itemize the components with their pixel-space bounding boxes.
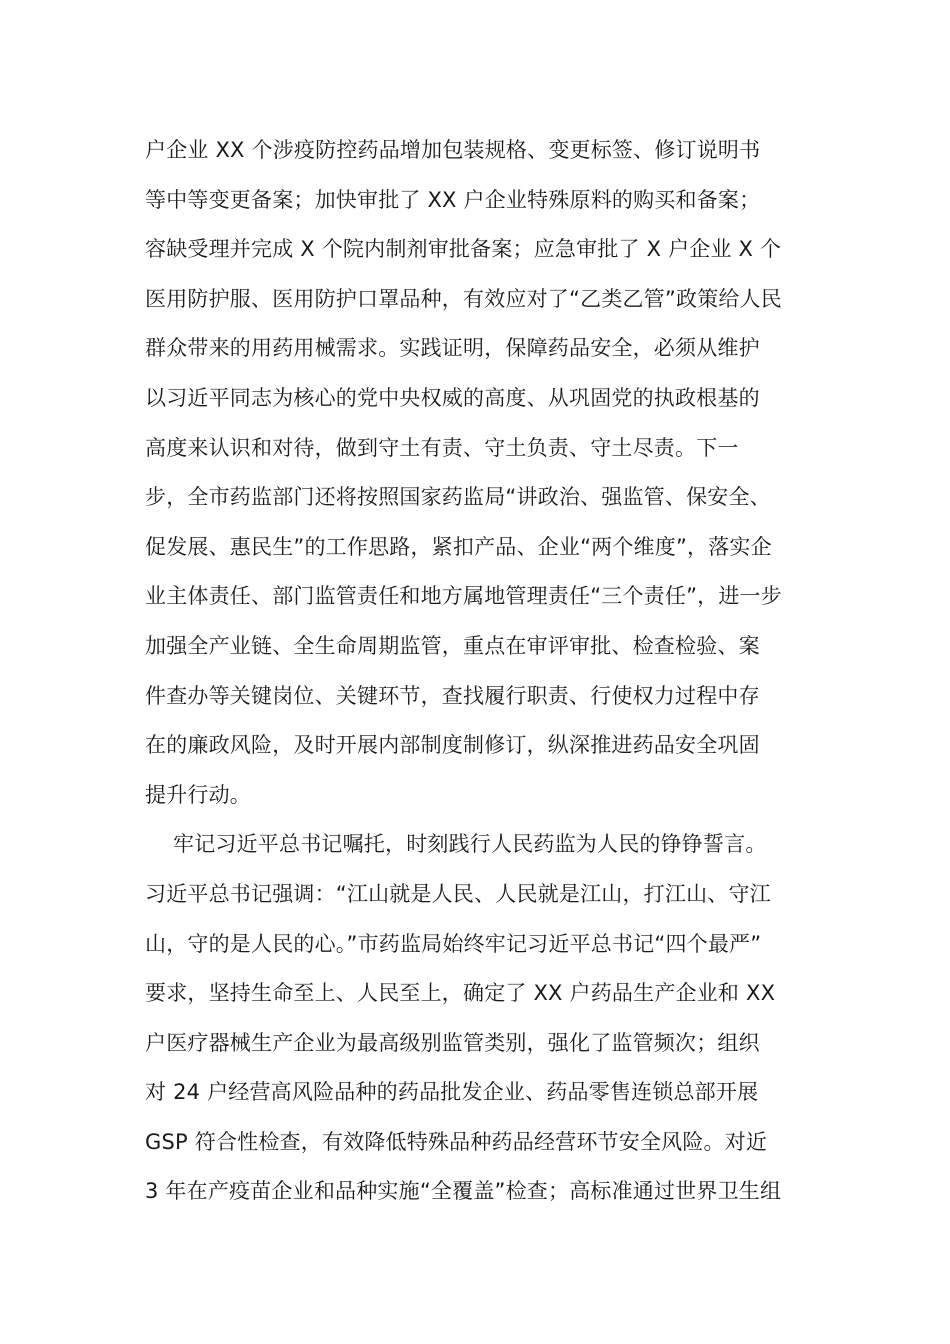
text-line: 提升行动。 xyxy=(145,782,251,807)
paragraph xyxy=(145,820,810,1217)
text-line: 业主体责任、部门监管责任和地方属地管理责任“三个责任”，进一步 xyxy=(145,584,782,609)
text-line: 群众带来的用药用械需求。实践证明，保障药品安全，必须从维护 xyxy=(145,336,760,361)
text-line: 山，守的是人民的心。”市药监局始终牢记习近平总书记“四个最严” xyxy=(145,931,762,956)
text-line: 户企业 XX 个涉疫防控药品增加包装规格、变更标签、修订说明书 xyxy=(145,138,761,162)
text-line: GSP 符合性检查，有效降低特殊品种药品经营环节安全风险。对近 xyxy=(145,1129,768,1154)
text-line: 户医疗器械生产企业为最高级别监管类别，强化了监管频次；组织 xyxy=(145,1030,760,1055)
text-line: 步，全市药监部门还将按照国家药监局“讲政治、强监管、保安全、 xyxy=(145,485,771,510)
text-line: 3 年在产疫苗企业和品种实施“全覆盖”检查；高标准通过世界卫生组 xyxy=(145,1179,782,1204)
text-line: 牢记习近平总书记嘱托，时刻践行人民药监为人民的铮铮誓言。 xyxy=(173,832,767,857)
text-line: 要求，坚持生命至上、人民至上，确定了 XX 户药品生产企业和 XX xyxy=(145,981,776,1006)
paragraph xyxy=(145,126,810,820)
text-line: 在的廉政风险，及时开展内部制度制修订，纵深推进药品安全巩固 xyxy=(145,733,760,758)
text-line: 件查办等关键岗位、关键环节，查找履行职责、行使权力过程中存 xyxy=(145,683,760,708)
text-line: 医用防护服、医用防护口罩品种，有效应对了“乙类乙管”政策给人民 xyxy=(145,286,782,311)
text-line: 促发展、惠民生”的工作思路，紧扣产品、企业“两个维度”，落实企 xyxy=(145,534,772,559)
text-line: 以习近平同志为核心的党中央权威的高度、从巩固党的执政根基的 xyxy=(145,385,760,410)
text-line: 等中等变更备案；加快审批了 XX 户企业特殊原料的购买和备案； xyxy=(145,187,761,212)
text-line: 加强全产业链、全生命周期监管，重点在审评审批、检查检验、案 xyxy=(145,633,760,658)
text-line: 高度来认识和对待，做到守土有责、守土负责、守土尽责。下一 xyxy=(145,435,739,460)
text-line: 习近平总书记强调：“江山就是人民、人民就是江山，打江山、守江 xyxy=(145,881,771,906)
body-text xyxy=(145,126,810,1217)
text-line: 容缺受理并完成 X 个院内制剂审批备案；应急审批了 X 户企业 X 个 xyxy=(145,237,782,262)
text-line: 对 24 户经营高风险品种的药品批发企业、药品零售连锁总部开展 xyxy=(145,1080,759,1105)
